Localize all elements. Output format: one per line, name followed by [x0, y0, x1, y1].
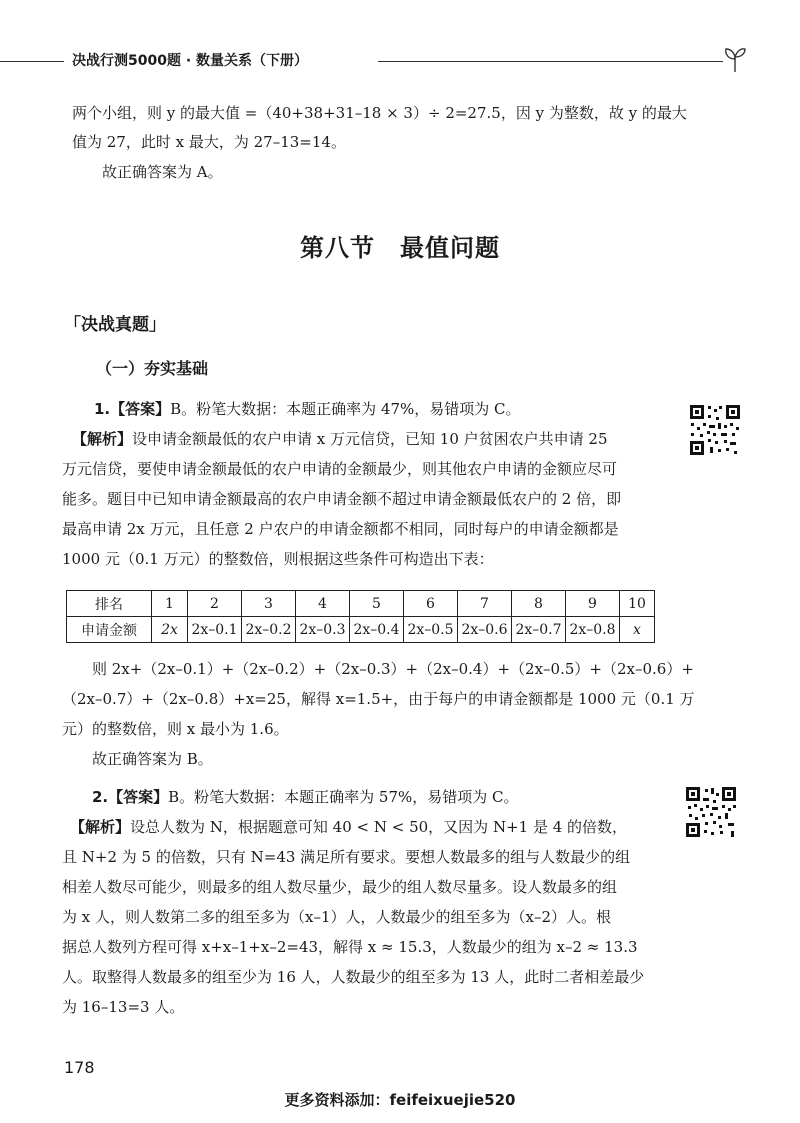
table-header-cell: 排名: [67, 591, 152, 617]
table-cell: 1: [152, 591, 188, 617]
q2-analysis-line-7: 为 16–13=3 人。: [62, 998, 185, 1016]
table-cell: 2: [188, 591, 242, 617]
header-rule-right: [378, 61, 723, 62]
table-cell: 8: [512, 591, 566, 617]
top-text-line-1: 两个小组，则 y 的最大值 =（40+38+31–18 × 3）÷ 2=27.5，因 y 为整数，故 y 的最大: [72, 104, 687, 122]
page-number: 178: [64, 1058, 95, 1077]
table-cell: 2x–0.6: [458, 617, 512, 643]
table-cell: 3: [242, 591, 296, 617]
q1-analysis-line-5: 1000 元（0.1 万元）的整数倍，则根据这些条件可构造出下表：: [62, 550, 494, 568]
q1-answer-line: [94, 395, 521, 424]
table-row: [67, 591, 655, 617]
qr-code-icon: [684, 785, 738, 839]
q1-analysis-line-3: 能多。题目中已知申请金额最高的农户申请金额不超过申请金额最低农户的 2 倍，即: [62, 490, 622, 508]
q1-equation-line-1: 则 2x+（2x–0.1）+（2x–0.2）+（2x–0.3）+（2x–0.4）+（2x–0.5）+（2x–0.6）+: [92, 660, 694, 678]
q1-analysis-line-4: 最高申请 2x 万元，且任意 2 户农户的申请金额都不相同，同时每户的申请金额都是: [62, 520, 619, 538]
table-row: [67, 617, 655, 643]
table-cell: 5: [350, 591, 404, 617]
q1-equation-line-3: 元）的整数倍，则 x 最小为 1.6。: [62, 720, 289, 738]
top-text-line-2: 值为 27，此时 x 最大，为 27–13=14。: [72, 133, 346, 151]
table-cell: 2x–0.7: [512, 617, 566, 643]
table-cell: 2x–0.5: [404, 617, 458, 643]
bracket-heading: 「决战真题」: [64, 315, 166, 335]
q2-analysis-line-5: 据总人数列方程可得 x+x–1+x–2=43，解得 x ≈ 15.3，人数最少的组为 x–2 ≈ 13.3: [62, 938, 638, 956]
table-cell: x: [620, 617, 655, 643]
q2-answer-text: B。粉笔大数据：本题正确率为 57%，易错项为 C。: [168, 788, 519, 806]
q1-answer-text: B。粉笔大数据：本题正确率为 47%，易错项为 C。: [170, 400, 521, 418]
table-cell: 6: [404, 591, 458, 617]
table-cell: 9: [566, 591, 620, 617]
section-title: 第八节 最值问题: [300, 234, 500, 262]
q2-analysis-tag: 【解析】: [70, 818, 131, 836]
q1-answer-tag: 1.【答案】: [94, 400, 171, 418]
table-cell: 10: [620, 591, 655, 617]
book-title: 决战行测5000题 · 数量关系（下册）: [72, 53, 309, 69]
q1-conclusion: 故正确答案为 B。: [92, 750, 213, 768]
q2-analysis-line-6: 人。取整得人数最多的组至少为 16 人，人数最少的组至多为 13 人，此时二者相差最少: [62, 968, 645, 986]
qr-code-icon: [688, 403, 742, 457]
q2-analysis-line-2: 且 N+2 为 5 的倍数，只有 N=43 满足所有要求。要想人数最多的组与人数最少的组: [62, 848, 631, 866]
q2-analysis-text-1: 设总人数为 N，根据题意可知 40 < N < 50，又因为 N+1 是 4 的倍数，: [130, 818, 628, 836]
running-header: [0, 50, 800, 74]
table-cell: 4: [296, 591, 350, 617]
q2-answer-tag: 2.【答案】: [92, 788, 169, 806]
sprout-icon: [724, 46, 746, 72]
table-cell: 7: [458, 591, 512, 617]
table-cell: 2x–0.3: [296, 617, 350, 643]
q2-analysis-line-4: 为 x 人，则人数第二多的组至多为（x–1）人，人数最少的组至多为（x–2）人。根: [62, 908, 612, 926]
table-header-cell: 申请金额: [67, 617, 152, 643]
q1-analysis-line-1: [72, 425, 608, 454]
q1-analysis-line-2: 万元信贷，要使申请金额最低的农户申请的金额最少，则其他农户申请的金额应尽可: [62, 460, 618, 478]
header-rule-left: [0, 61, 64, 62]
q1-equation-line-2: （2x–0.7）+（2x–0.8）+x=25，解得 x=1.5+，由于每户的申请金额都是 1000 元（0.1 万: [62, 690, 695, 708]
table-cell: 2x–0.2: [242, 617, 296, 643]
q1-analysis-tag: 【解析】: [72, 430, 133, 448]
amount-table: [66, 590, 655, 643]
top-conclusion: 故正确答案为 A。: [102, 163, 223, 181]
q1-analysis-text-1: 设申请金额最低的农户申请 x 万元信贷，已知 10 户贫困农户共申请 25: [132, 430, 608, 448]
table-cell: 2x–0.1: [188, 617, 242, 643]
footer-note: 更多资料添加：feifeixuejie520: [284, 1091, 516, 1109]
sub-heading: （一）夯实基础: [96, 359, 209, 378]
q2-answer-line: [92, 783, 519, 812]
table-cell: 2x–0.4: [350, 617, 404, 643]
table-cell: 2x: [152, 617, 188, 643]
table-cell: 2x–0.8: [566, 617, 620, 643]
q2-analysis-line-3: 相差人数尽可能少，则最多的组人数尽量少，最少的组人数尽量多。设人数最多的组: [62, 878, 618, 896]
q2-analysis-line-1: [70, 813, 627, 842]
